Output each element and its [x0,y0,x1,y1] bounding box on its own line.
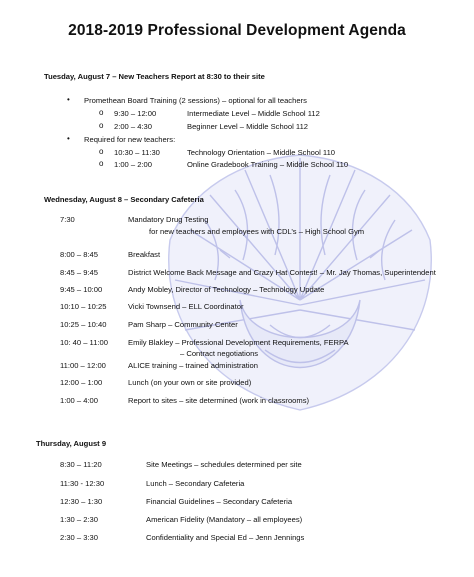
tuesday-bullet-2: Required for new teachers: [84,135,176,144]
page-title: 2018-2019 Professional Development Agenda [68,22,406,39]
thu-item-desc: American Fidelity (Mandatory – all employees) [146,515,303,524]
wed-item-desc-2: – Contract negotiations [180,349,259,358]
wed-item-desc: Vicki Townsend – ELL Coordinator [128,302,244,311]
wed-item-desc: Mandatory Drug Testing [128,215,209,224]
wed-item-desc-2: for new teachers and employees with CDL’s – High School Gym [149,227,365,236]
thu-item-desc: Lunch – Secondary Cafeteria [146,479,245,488]
thursday-heading: Thursday, August 9 [36,439,107,448]
sub-bullet-circle: o [99,121,104,130]
sub-bullet-circle: o [99,147,104,156]
bullet-dot: • [67,134,70,143]
wed-item-desc: ALICE training – trained administration [128,361,259,370]
bullet-dot: • [67,95,70,104]
wed-item-desc: Report to sites – site determined (work in classrooms) [128,396,310,405]
wed-item-time: 9:45 – 10:00 [60,285,103,294]
wed-item-time: 11:00 – 12:00 [60,361,106,370]
wed-item-time: 7:30 [60,215,75,224]
wed-item-time: 10: 40 – 11:00 [60,338,108,347]
wed-item-time: 12:00 – 1:00 [60,378,103,387]
wed-item-time: 10:10 – 10:25 [60,302,107,311]
thu-item-time: 1:30 – 2:30 [60,515,99,524]
wed-item-time: 10:25 – 10:40 [60,320,107,329]
wednesday-heading: Wednesday, August 8 – Secondary Cafeteria [44,195,204,204]
tuesday-sub-2-time: 2:00 – 4:30 [114,122,153,131]
wed-item-desc: Pam Sharp – Community Center [128,320,238,329]
tuesday-sub-2-desc: Beginner Level – Middle School 112 [187,122,309,131]
tuesday-sub-4-desc: Online Gradebook Training – Middle School 110 [187,160,349,169]
thu-item-desc: Site Meetings – schedules determined per site [146,460,302,469]
tuesday-sub-1-desc: Intermediate Level – Middle School 112 [187,109,320,118]
tuesday-sub-4-time: 1:00 – 2:00 [114,160,153,169]
tuesday-sub-1-time: 9:30 – 12:00 [114,109,157,118]
wed-item-desc: District Welcome Back Message and Crazy Hat Contest! – Mr. Jay Thomas, Superintendent [128,268,436,277]
sub-bullet-circle: o [99,159,104,168]
thu-item-desc: Financial Guidelines – Secondary Cafeteria [146,497,293,506]
wed-item-desc: Emily Blakley – Professional Development Requirements, FERPA [128,338,349,347]
wed-item-time: 1:00 – 4:00 [60,396,99,405]
thu-item-time: 12:30 – 1:30 [60,497,103,506]
wed-item-desc: Lunch (on your own or site provided) [128,378,252,387]
tuesday-sub-3-desc: Technology Orientation – Middle School 110 [187,148,336,157]
wed-item-time: 8:00 – 8:45 [60,250,99,259]
sub-bullet-circle: o [99,108,104,117]
tuesday-bullet-1: Promethean Board Training (2 sessions) – optional for all teachers [84,96,307,105]
tuesday-sub-3-time: 10:30 – 11:30 [114,148,160,157]
wed-item-desc: Breakfast [128,250,161,259]
wed-item-time: 8:45 – 9:45 [60,268,99,277]
thu-item-time: 8:30 – 11:20 [60,460,102,469]
wed-item-desc: Andy Mobley, Director of Technology – Technology Update [128,285,325,294]
thu-item-time: 11:30 - 12:30 [60,479,105,488]
tuesday-heading: Tuesday, August 7 – New Teachers Report at 8:30 to their site [44,72,265,81]
thu-item-desc: Confidentiality and Special Ed – Jenn Jennings [146,533,305,542]
thu-item-time: 2:30 – 3:30 [60,533,99,542]
